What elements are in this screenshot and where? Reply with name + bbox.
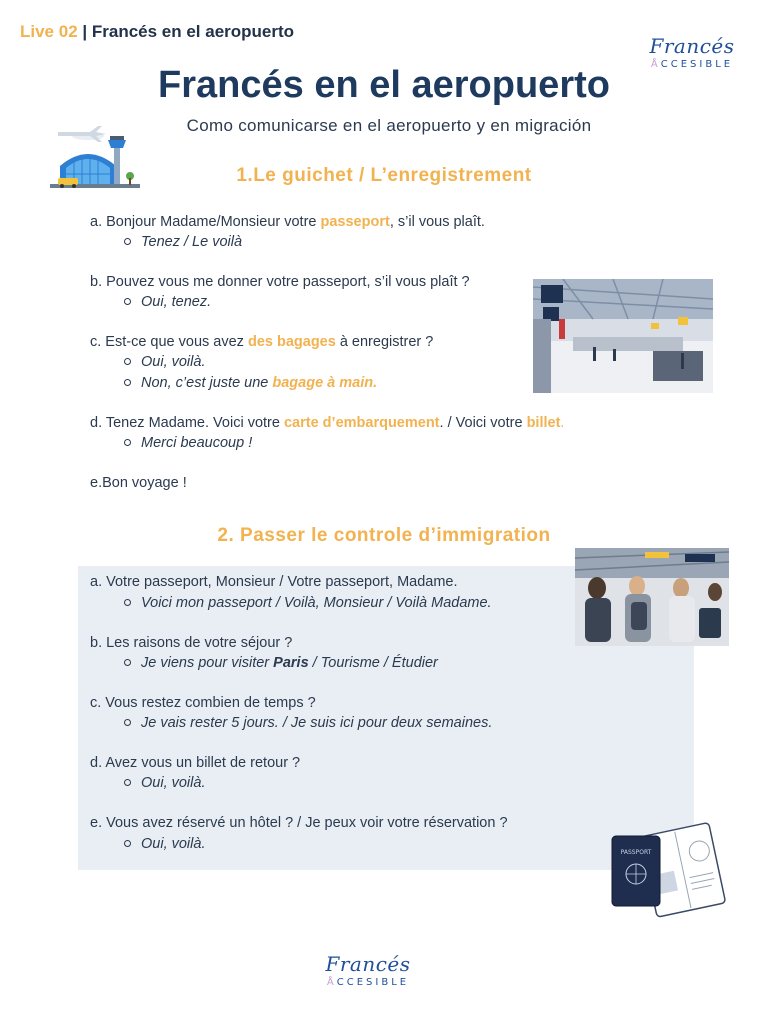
checkin-hall-photo (533, 279, 713, 393)
eiffel-tower-icon: Å (326, 977, 337, 988)
question-1b: b. Pouvez vous me donner votre passeport, s’il vous plaît ? (90, 274, 470, 290)
answer-2a: Voici mon passeport / Voilà, Monsieur / Voilà Madame. (124, 595, 492, 611)
question-1c: c. Est-ce que vous avez des bagages à enregistrer ? (90, 334, 434, 350)
question-2b: b. Les raisons de votre séjour ? (90, 635, 293, 651)
answer-2c: Je vais rester 5 jours. / Je suis ici pour deux semaines. (124, 715, 492, 731)
question-2a: a. Votre passeport, Monsieur / Votre passeport, Madame. (90, 574, 458, 590)
answer-1d: Merci beaucoup ! (124, 435, 252, 451)
section-1-title: 1.Le guichet / L’enregistrement (236, 165, 532, 186)
passport-cover-label: PASSPORT (620, 849, 652, 856)
page-title: Francés en el aeropuerto (158, 64, 610, 106)
travelers-photo (575, 548, 729, 646)
passports-icon (608, 822, 726, 922)
live-label: Live 02 (20, 22, 78, 41)
answer-2d: Oui, voilà. (124, 775, 205, 791)
answer-1a: Tenez / Le voilà (124, 234, 242, 250)
answer-1c-2: Non, c’est juste une bagage à main. (124, 375, 377, 391)
question-1e: e.Bon voyage ! (90, 475, 187, 491)
logo-script-bottom: Francés (325, 952, 411, 976)
answer-1c-1: Oui, voilà. (124, 354, 205, 370)
answer-1b: Oui, tenez. (124, 294, 211, 310)
logo-script: Francés (649, 34, 735, 58)
section-2-title: 2. Passer le controle d’immigration (217, 525, 551, 546)
question-2d: d. Avez vous un billet de retour ? (90, 755, 301, 771)
question-2e: e. Vous avez réservé un hôtel ? / Je peux voir votre réservation ? (90, 815, 508, 831)
answer-2b: Je viens pour visiter Paris / Tourisme / Étudier (124, 655, 438, 671)
logo-sub-bottom: ÅCCESIBLE (326, 977, 410, 988)
header-breadcrumb (20, 22, 294, 42)
brand-logo-bottom (320, 952, 416, 988)
header-text: Francés en el aeropuerto (91, 22, 295, 41)
answer-2e: Oui, voilà. (124, 836, 205, 852)
question-2c: c. Vous restez combien de temps ? (90, 695, 316, 711)
question-1d: d. Tenez Madame. Voici votre carte d’embarquement. / Voici votre billet. (90, 415, 565, 431)
logo-sub: ÅCCESIBLE (650, 59, 734, 70)
header-separator: | (77, 22, 92, 41)
eiffel-tower-icon: Å (650, 59, 661, 70)
question-1a: a. Bonjour Madame/Monsieur votre passeport, s’il vous plaît. (90, 214, 485, 230)
page-subtitle: Como comunicarse en el aeropuerto y en migración (186, 116, 592, 135)
